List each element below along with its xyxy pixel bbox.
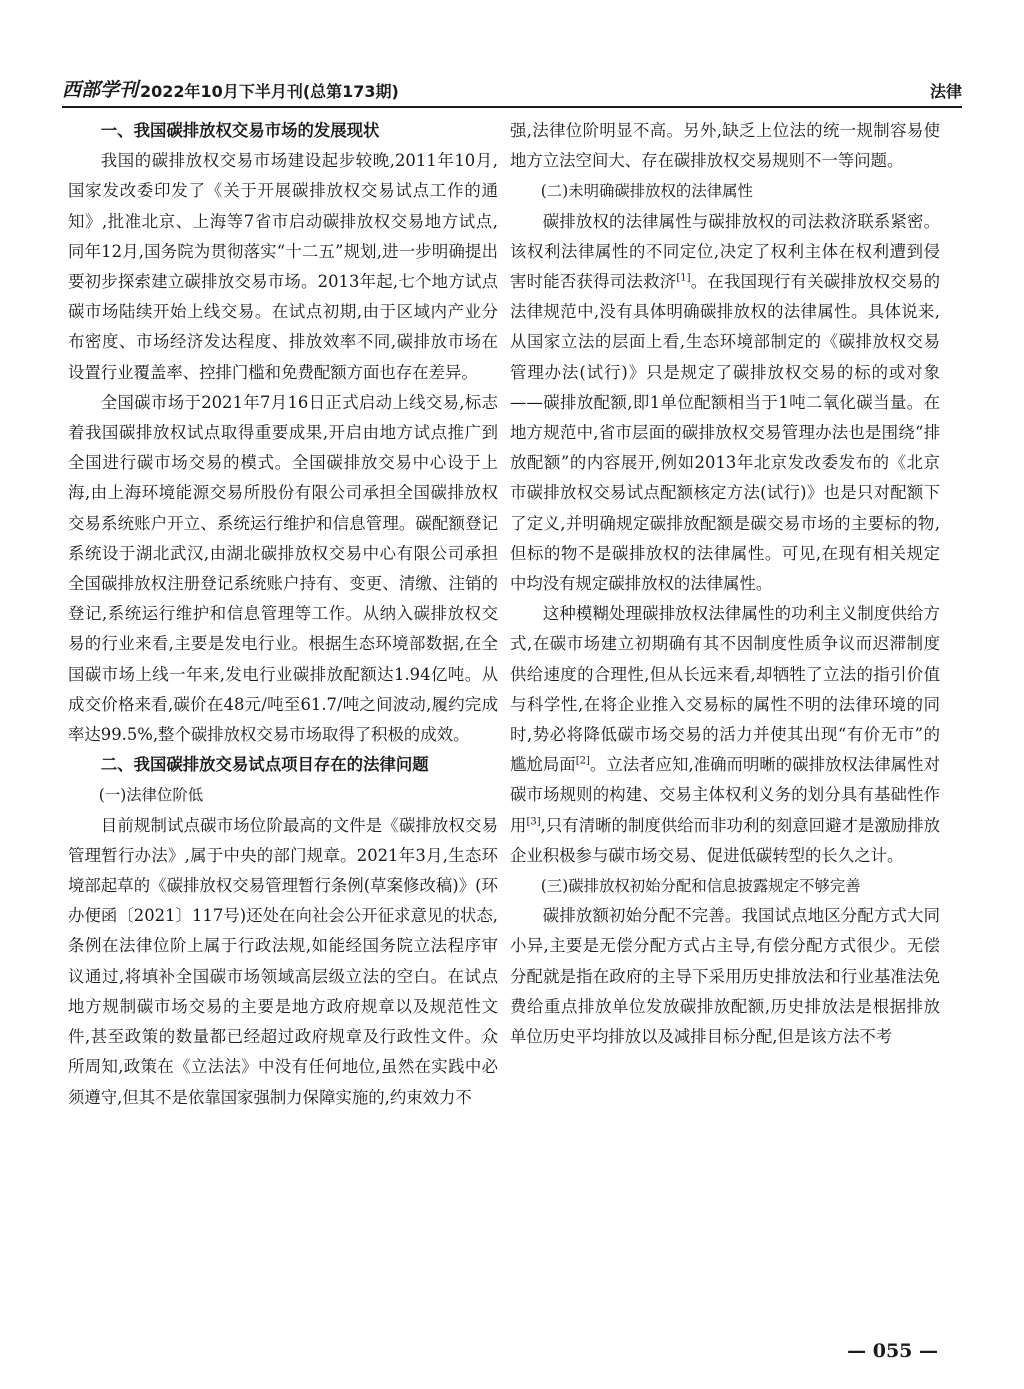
reference-marker[interactable]: [2]: [575, 755, 590, 767]
paragraph-text: 。立法者应知,准确而明晰的碳排放权法律属性对碳市场规则的构建、交易主体权利义务的划分具有基础性作用: [510, 755, 941, 835]
running-header: [62, 70, 962, 108]
header-left: [62, 75, 399, 102]
paragraph-text: 碳排放权的法律属性与碳排放权的司法救济联系紧密。该权利法律属性的不同定位,决定了权利主体在权利遭到侵害时能否获得司法救济: [510, 211, 940, 292]
paragraph-text: 这种模糊处理碳排放权法律属性的功利主义制度供给方式,在碳市场建立初期确有其不因制度性质争议而迟滞制度供给速度的合理性,但从长远来看,却牺牲了立法的指引价值与科学性,在将企业推入交易标的属性不明的法律环境的同时,势必将降低碳市场交易的活力并使其出现“有价无市”的尴尬局面: [510, 604, 940, 775]
section-heading-1: 一、我国碳排放权交易市场的发展现状: [100, 121, 380, 140]
paragraph-text: 。在我国现行有关碳排放权交易的法律规范中,没有具体明确碳排放权的法律属性。具体说来,从国家立法的层面上看,生态环境部制定的《碳排放权交易管理办法(试行)》只是规定了碳排放权交易的标的或对象——碳排放配额,即1单位配额相当于1吨二氧化碳当量。在地方规范中,省市层面的碳排放权交易管理办法也是围绕“排放配额”的内容展开,例如2013年北京发改委发布的《北京市碳排放权交易试点配额核定方法(试行)》也是只对配额下了定义,并明确规定碳排放配额是碳交易市场的主要标的物,但标的物不是碳排放权的法律属性。可见,在现有相关规定中均没有规定碳排放权的法律属性。: [510, 272, 941, 594]
right-column: [510, 116, 940, 1052]
paragraph: 碳排放额初始分配不完善。我国试点地区分配方式大同小异,主要是无偿分配方式占主导,有偿分配方式很少。无偿分配就是指在政府的主导下采用历史排放法和行业基准法免费给重点排放单位发放碳排放配额,历史排放法是根据排放单位历史平均排放以及减排目标分配,但是该方法不考: [510, 906, 940, 1047]
subsection-heading-2-2: (二)未明确碳排放权的法律属性: [540, 182, 753, 201]
reference-marker[interactable]: [3]: [526, 816, 541, 828]
subsection-heading-2-1: (一)法律位阶低: [98, 786, 204, 805]
reference-marker[interactable]: [1]: [676, 272, 691, 284]
paragraph: 目前规制试点碳市场位阶最高的文件是《碳排放权交易管理暂行办法》,属于中央的部门规章。2021年3月,生态环境部起草的《碳排放权交易管理暂行条例(草案修改稿)》(环办便函〔2021〕117号)还处在向社会公开征求意见的状态,条例在法律位阶上属于行政法规,如能经国务院立法程序审议通过,将填补全国碳市场领域高层级立法的空白。在试点地方规制碳市场交易的主要是地方政府规章以及规范性文件,甚至政策的数量都已经超过政府规章及行政性文件。众所周知,政策在《立法法》中没有任何地位,虽然在实践中必须遵守,但其不是依靠国家强制力保障实施的,约束效力不: [68, 815, 498, 1107]
subsection-heading-2-3: (三)碳排放权初始分配和信息披露规定不够完善: [540, 877, 861, 896]
paragraph-continued: 强,法律位阶明显不高。另外,缺乏上位法的统一规制容易使地方立法空间大、存在碳排放权交易规则不一等问题。: [510, 121, 940, 171]
issue-info: 2022年10月下半月刊(总第173期): [140, 82, 399, 101]
section-heading-2: 二、我国碳排放交易试点项目存在的法律问题: [100, 755, 429, 775]
left-column: [68, 116, 498, 1113]
paragraph: [510, 207, 940, 600]
journal-logo: 西部学刊: [62, 79, 139, 101]
paragraph: 我国的碳排放权交易市场建设起步较晚,2011年10月,国家发改委印发了《关于开展碳排放权交易试点工作的通知》,批准北京、上海等7省市启动碳排放权交易地方试点,同年12月,国务院为贯彻落实“十二五”规划,进一步明确提出要初步探索建立碳排放交易市场。2013年起,七个地方试点碳市场陆续开始上线交易。在试点初期,由于区域内产业分布密度、市场经济发达程度、排放效率不同,碳排放市场在设置行业覆盖率、控排门槛和免费配额方面也存在差异。: [68, 151, 498, 382]
page-number: — 055 —: [847, 1340, 938, 1362]
paragraph: 全国碳市场于2021年7月16日正式启动上线交易,标志着我国碳排放权试点取得重要成果,开启由地方试点推广到全国进行碳市场交易的模式。全国碳排放交易中心设于上海,由上海环境能源交易所股份有限公司承担全国碳排放权交易系统账户开立、系统运行维护和信息管理。碳配额登记系统设于湖北武汉,由湖北碳排放权交易中心有限公司承担全国碳排放权注册登记系统账户持有、变更、清缴、注销的登记,系统运行维护和信息管理等工作。从纳入碳排放权交易的行业来看,主要是发电行业。根据生态环境部数据,在全国碳市场上线一年来,发电行业碳排放配额达1.94亿吨。从成交价格来看,碳价在48元/吨至61.7/吨之间波动,履约完成率达99.5%,整个碳排放权交易市场取得了积极的成效。: [68, 392, 498, 745]
paragraph-text: ,只有清晰的制度供给而非功利的刻意回避才是激励排放企业积极参与碳市场交易、促进低碳转型的长久之计。: [510, 815, 941, 865]
section-label: 法律: [929, 82, 962, 101]
paragraph: [510, 599, 940, 871]
